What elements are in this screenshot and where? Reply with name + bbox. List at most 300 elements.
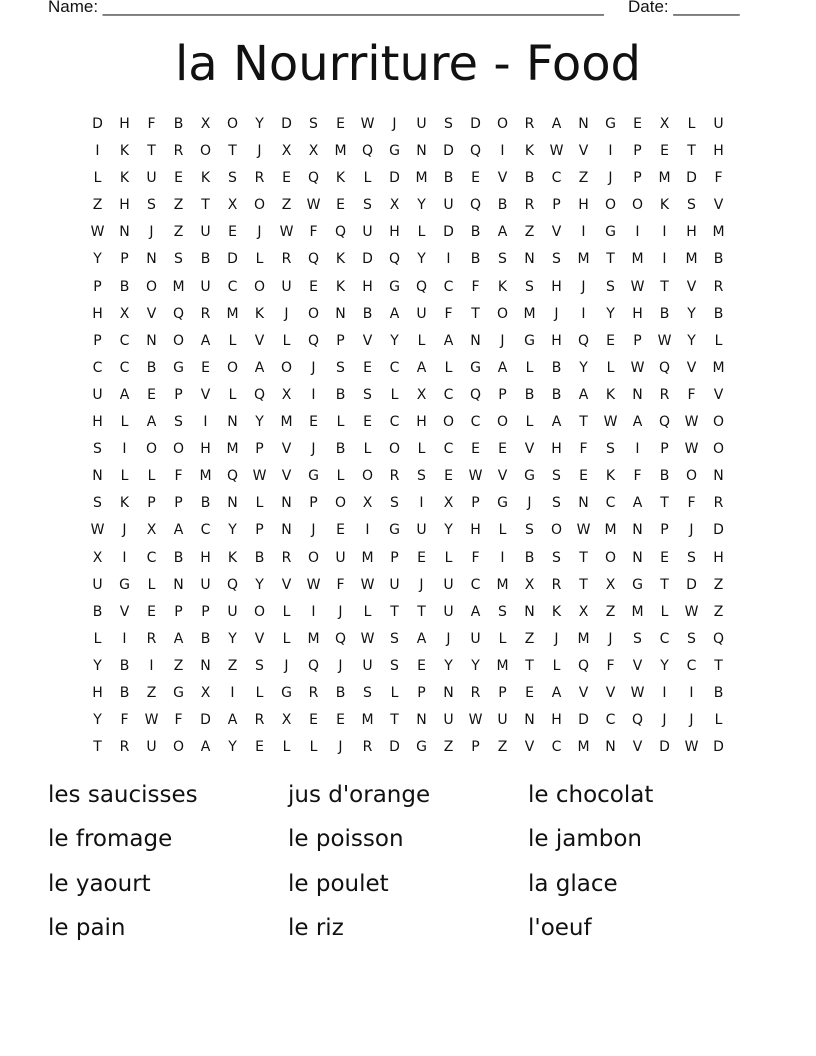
grid-letter[interactable]: H (551, 712, 562, 729)
grid-letter[interactable]: L (255, 251, 264, 268)
grid-letter[interactable]: E (228, 224, 237, 241)
grid-letter[interactable]: O (172, 441, 185, 458)
grid-letter[interactable]: N (227, 495, 238, 512)
grid-letter[interactable]: C (470, 414, 481, 431)
grid-letter[interactable]: E (147, 386, 156, 403)
grid-letter[interactable]: Q (334, 630, 347, 647)
grid-letter[interactable]: W (630, 359, 645, 376)
grid-letter[interactable]: K (605, 386, 616, 403)
grid-letter[interactable]: I (365, 522, 370, 539)
grid-letter[interactable]: E (660, 143, 669, 160)
grid-letter[interactable]: U (146, 739, 157, 756)
grid-letter[interactable]: D (659, 739, 670, 756)
grid-letter[interactable]: L (525, 359, 534, 376)
grid-letter[interactable]: M (415, 170, 428, 187)
grid-letter[interactable]: X (281, 386, 292, 403)
grid-letter[interactable]: S (390, 495, 399, 512)
grid-letter[interactable]: W (684, 441, 699, 458)
grid-letter[interactable]: M (334, 143, 347, 160)
grid-letter[interactable]: M (226, 305, 239, 322)
grid-letter[interactable]: B (524, 170, 535, 187)
grid-letter[interactable]: W (360, 630, 375, 647)
grid-letter[interactable]: V (497, 468, 508, 485)
grid-letter[interactable]: X (524, 576, 535, 593)
grid-letter[interactable]: L (147, 468, 156, 485)
grid-letter[interactable]: O (442, 414, 455, 431)
grid-letter[interactable]: U (146, 170, 157, 187)
grid-letter[interactable]: E (309, 712, 318, 729)
grid-letter[interactable]: D (389, 739, 400, 756)
grid-letter[interactable]: G (605, 116, 616, 132)
grid-letter[interactable]: B (470, 251, 481, 268)
grid-letter[interactable]: V (578, 143, 589, 160)
grid-letter[interactable]: Y (417, 251, 426, 268)
grid-letter[interactable]: F (633, 468, 642, 485)
grid-letter[interactable]: L (255, 495, 264, 512)
grid-letter[interactable]: L (714, 712, 723, 729)
grid-letter[interactable]: N (578, 116, 589, 132)
grid-letter[interactable]: Y (390, 332, 399, 349)
grid-letter[interactable]: J (311, 522, 316, 539)
grid-letter[interactable]: U (200, 278, 211, 295)
grid-letter[interactable]: J (392, 116, 397, 132)
grid-letter[interactable]: X (578, 603, 589, 620)
grid-letter[interactable]: K (200, 170, 211, 187)
grid-letter[interactable]: A (146, 414, 157, 431)
grid-letter[interactable]: I (635, 441, 640, 458)
grid-letter[interactable]: B (335, 684, 346, 701)
grid-letter[interactable]: T (660, 576, 669, 593)
grid-letter[interactable]: J (311, 359, 316, 376)
grid-letter[interactable]: S (687, 630, 696, 647)
grid-letter[interactable]: R (713, 278, 724, 295)
grid-letter[interactable]: L (417, 441, 426, 458)
grid-letter[interactable]: M (577, 630, 590, 647)
grid-letter[interactable]: T (606, 251, 615, 268)
grid-letter[interactable]: E (417, 549, 426, 566)
grid-letter[interactable]: Y (228, 522, 237, 539)
grid-letter[interactable]: B (200, 495, 211, 512)
grid-letter[interactable]: X (119, 305, 130, 322)
grid-letter[interactable]: B (659, 468, 670, 485)
grid-letter[interactable]: X (227, 197, 238, 214)
grid-letter[interactable]: W (630, 278, 645, 295)
grid-letter[interactable]: A (578, 386, 589, 403)
grid-letter[interactable]: U (497, 712, 508, 729)
grid-letter[interactable]: M (523, 305, 536, 322)
grid-letter[interactable]: O (631, 197, 644, 214)
grid-letter[interactable]: G (389, 522, 400, 539)
grid-letter[interactable]: O (253, 197, 266, 214)
grid-letter[interactable]: Q (226, 468, 239, 485)
grid-letter[interactable]: U (443, 576, 454, 593)
grid-letter[interactable]: U (92, 576, 103, 593)
grid-letter[interactable]: C (605, 495, 616, 512)
grid-letter[interactable]: B (659, 305, 670, 322)
grid-letter[interactable]: C (686, 657, 697, 674)
grid-letter[interactable]: F (687, 386, 696, 403)
grid-letter[interactable]: G (308, 468, 319, 485)
grid-letter[interactable]: J (527, 495, 532, 512)
grid-letter[interactable]: H (119, 116, 130, 132)
grid-letter[interactable]: N (119, 224, 130, 241)
grid-letter[interactable]: R (524, 116, 535, 132)
grid-letter[interactable]: C (146, 549, 157, 566)
grid-letter[interactable]: O (226, 359, 239, 376)
grid-letter[interactable]: I (689, 684, 694, 701)
grid-letter[interactable]: Q (658, 414, 671, 431)
grid-letter[interactable]: X (146, 522, 157, 539)
grid-letter[interactable]: A (551, 414, 562, 431)
grid-letter[interactable]: I (662, 684, 667, 701)
grid-letter[interactable]: P (336, 332, 345, 349)
grid-letter[interactable]: Y (579, 359, 588, 376)
grid-letter[interactable]: J (149, 224, 154, 241)
grid-letter[interactable]: C (551, 170, 562, 187)
grid-letter[interactable]: R (713, 495, 724, 512)
grid-letter[interactable]: T (390, 712, 399, 729)
grid-letter[interactable]: U (335, 549, 346, 566)
grid-letter[interactable]: M (226, 441, 239, 458)
grid-letter[interactable]: D (713, 522, 724, 539)
grid-letter[interactable]: D (227, 251, 238, 268)
grid-letter[interactable]: X (389, 197, 400, 214)
grid-letter[interactable]: Y (228, 739, 237, 756)
grid-letter[interactable]: G (173, 684, 184, 701)
grid-letter[interactable]: C (119, 332, 130, 349)
grid-letter[interactable]: Z (281, 197, 292, 214)
grid-letter[interactable]: O (712, 414, 725, 431)
grid-letter[interactable]: O (550, 522, 563, 539)
grid-letter[interactable]: M (361, 549, 374, 566)
grid-letter[interactable]: F (714, 170, 723, 187)
grid-letter[interactable]: Y (255, 576, 264, 593)
grid-letter[interactable]: J (284, 657, 289, 674)
grid-letter[interactable]: Z (497, 739, 508, 756)
grid-letter[interactable]: L (390, 684, 399, 701)
grid-letter[interactable]: X (200, 116, 211, 132)
grid-letter[interactable]: I (230, 684, 235, 701)
grid-letter[interactable]: W (90, 522, 105, 539)
grid-letter[interactable]: U (362, 224, 373, 241)
grid-letter[interactable]: U (416, 522, 427, 539)
grid-letter[interactable]: R (551, 576, 562, 593)
grid-letter[interactable]: B (119, 684, 130, 701)
grid-letter[interactable]: S (363, 684, 372, 701)
grid-letter[interactable]: W (684, 414, 699, 431)
grid-letter[interactable]: W (360, 116, 375, 132)
grid-letter[interactable]: T (660, 495, 669, 512)
grid-letter[interactable]: Q (388, 251, 401, 268)
grid-letter[interactable]: M (658, 170, 671, 187)
grid-letter[interactable]: O (280, 359, 293, 376)
grid-letter[interactable]: T (93, 739, 102, 756)
grid-letter[interactable]: M (307, 630, 320, 647)
grid-letter[interactable]: O (496, 305, 509, 322)
grid-letter[interactable]: A (173, 630, 184, 647)
grid-letter[interactable]: T (147, 143, 156, 160)
grid-letter[interactable]: N (146, 251, 157, 268)
grid-letter[interactable]: N (443, 684, 454, 701)
grid-letter[interactable]: E (363, 414, 372, 431)
grid-letter[interactable]: Z (227, 657, 238, 674)
grid-letter[interactable]: J (419, 576, 424, 593)
grid-letter[interactable]: X (281, 143, 292, 160)
grid-letter[interactable]: Y (255, 414, 264, 431)
grid-letter[interactable]: A (497, 359, 508, 376)
grid-letter[interactable]: P (147, 495, 156, 512)
grid-letter[interactable]: T (228, 143, 237, 160)
grid-letter[interactable]: P (174, 603, 183, 620)
grid-letter[interactable]: L (282, 630, 291, 647)
grid-letter[interactable]: I (662, 251, 667, 268)
grid-letter[interactable]: W (90, 224, 105, 241)
grid-letter[interactable]: L (444, 549, 453, 566)
grid-letter[interactable]: L (498, 522, 507, 539)
grid-letter[interactable]: A (389, 305, 400, 322)
grid-letter[interactable]: V (200, 386, 211, 403)
grid-letter[interactable]: I (149, 657, 154, 674)
grid-letter[interactable]: C (551, 739, 562, 756)
grid-letter[interactable]: T (579, 414, 588, 431)
grid-letter[interactable]: N (713, 468, 724, 485)
grid-letter[interactable]: T (417, 603, 426, 620)
grid-letter[interactable]: R (308, 684, 319, 701)
grid-letter[interactable]: P (633, 143, 642, 160)
grid-letter[interactable]: C (389, 359, 400, 376)
grid-letter[interactable]: I (203, 414, 208, 431)
grid-letter[interactable]: D (443, 224, 454, 241)
grid-letter[interactable]: N (632, 386, 643, 403)
grid-letter[interactable]: O (307, 305, 320, 322)
grid-letter[interactable]: Z (578, 170, 589, 187)
grid-letter[interactable]: S (606, 278, 615, 295)
grid-letter[interactable]: S (147, 197, 156, 214)
grid-letter[interactable]: B (713, 684, 724, 701)
grid-letter[interactable]: H (713, 143, 724, 160)
grid-letter[interactable]: U (227, 603, 238, 620)
grid-letter[interactable]: V (254, 630, 265, 647)
grid-letter[interactable]: B (335, 441, 346, 458)
grid-letter[interactable]: F (606, 657, 615, 674)
grid-letter[interactable]: T (714, 657, 723, 674)
grid-letter[interactable]: E (525, 684, 534, 701)
grid-letter[interactable]: U (92, 386, 103, 403)
grid-letter[interactable]: A (200, 332, 211, 349)
grid-letter[interactable]: E (336, 116, 345, 132)
grid-letter[interactable]: P (93, 278, 102, 295)
grid-letter[interactable]: L (309, 739, 318, 756)
grid-letter[interactable]: C (443, 278, 454, 295)
grid-letter[interactable]: R (470, 684, 481, 701)
grid-letter[interactable]: M (496, 576, 509, 593)
grid-letter[interactable]: M (604, 522, 617, 539)
grid-letter[interactable]: G (524, 332, 535, 349)
grid-letter[interactable]: J (284, 305, 289, 322)
grid-letter[interactable]: V (713, 386, 724, 403)
grid-letter[interactable]: U (389, 576, 400, 593)
grid-letter[interactable]: P (498, 684, 507, 701)
grid-letter[interactable]: G (632, 576, 643, 593)
grid-letter[interactable]: Q (469, 197, 482, 214)
grid-letter[interactable]: Q (415, 278, 428, 295)
grid-letter[interactable]: G (470, 359, 481, 376)
grid-letter[interactable]: D (470, 116, 481, 132)
grid-letter[interactable]: E (201, 359, 210, 376)
grid-letter[interactable]: L (687, 116, 696, 132)
grid-letter[interactable]: F (174, 712, 183, 729)
grid-letter[interactable]: R (362, 739, 373, 756)
grid-letter[interactable]: Y (444, 522, 453, 539)
grid-letter[interactable]: S (363, 386, 372, 403)
grid-letter[interactable]: B (173, 549, 184, 566)
grid-letter[interactable]: F (120, 712, 129, 729)
grid-letter[interactable]: L (282, 603, 291, 620)
grid-letter[interactable]: O (226, 116, 239, 132)
grid-letter[interactable]: I (122, 441, 127, 458)
grid-letter[interactable]: X (92, 549, 103, 566)
grid-letter[interactable]: O (172, 332, 185, 349)
grid-letter[interactable]: B (335, 386, 346, 403)
grid-letter[interactable]: E (498, 441, 507, 458)
grid-letter[interactable]: D (686, 576, 697, 593)
grid-letter[interactable]: S (93, 495, 102, 512)
grid-letter[interactable]: A (497, 224, 508, 241)
grid-letter[interactable]: S (687, 549, 696, 566)
grid-letter[interactable]: Q (307, 251, 320, 268)
grid-letter[interactable]: W (576, 522, 591, 539)
grid-letter[interactable]: N (632, 549, 643, 566)
grid-letter[interactable]: G (281, 684, 292, 701)
grid-letter[interactable]: F (471, 278, 480, 295)
grid-letter[interactable]: T (201, 197, 210, 214)
grid-letter[interactable]: I (635, 224, 640, 241)
grid-letter[interactable]: B (173, 116, 184, 132)
grid-letter[interactable]: G (416, 739, 427, 756)
grid-letter[interactable]: K (119, 495, 130, 512)
grid-letter[interactable]: J (338, 657, 343, 674)
grid-letter[interactable]: K (227, 549, 238, 566)
grid-letter[interactable]: L (714, 332, 723, 349)
grid-letter[interactable]: B (551, 386, 562, 403)
grid-letter[interactable]: E (363, 359, 372, 376)
grid-letter[interactable]: K (524, 143, 535, 160)
grid-letter[interactable]: S (552, 549, 561, 566)
grid-letter[interactable]: N (416, 143, 427, 160)
grid-letter[interactable]: M (172, 278, 185, 295)
grid-letter[interactable]: L (282, 332, 291, 349)
grid-letter[interactable]: Q (253, 386, 266, 403)
grid-letter[interactable]: C (389, 414, 400, 431)
grid-letter[interactable]: N (173, 576, 184, 593)
grid-letter[interactable]: S (390, 630, 399, 647)
grid-letter[interactable]: B (92, 603, 103, 620)
grid-letter[interactable]: A (200, 739, 211, 756)
grid-letter[interactable]: L (336, 414, 345, 431)
grid-letter[interactable]: H (200, 549, 211, 566)
grid-letter[interactable]: P (633, 332, 642, 349)
grid-letter[interactable]: R (389, 468, 400, 485)
grid-letter[interactable]: X (200, 684, 211, 701)
grid-letter[interactable]: W (684, 603, 699, 620)
grid-letter[interactable]: N (524, 712, 535, 729)
grid-letter[interactable]: F (471, 549, 480, 566)
grid-letter[interactable]: A (551, 116, 562, 132)
grid-letter[interactable]: I (581, 305, 586, 322)
grid-letter[interactable]: L (363, 603, 372, 620)
grid-letter[interactable]: N (470, 332, 481, 349)
grid-letter[interactable]: I (122, 630, 127, 647)
grid-letter[interactable]: A (632, 414, 643, 431)
grid-letter[interactable]: B (551, 359, 562, 376)
grid-letter[interactable]: I (311, 386, 316, 403)
grid-letter[interactable]: U (713, 116, 724, 132)
grid-letter[interactable]: C (200, 522, 211, 539)
grid-letter[interactable]: R (281, 251, 292, 268)
grid-letter[interactable]: S (417, 468, 426, 485)
grid-letter[interactable]: E (309, 278, 318, 295)
grid-letter[interactable]: P (174, 386, 183, 403)
grid-letter[interactable]: M (199, 468, 212, 485)
grid-letter[interactable]: C (605, 712, 616, 729)
grid-letter[interactable]: P (201, 603, 210, 620)
grid-letter[interactable]: O (496, 116, 509, 132)
grid-letter[interactable]: E (147, 603, 156, 620)
grid-letter[interactable]: V (281, 576, 292, 593)
grid-letter[interactable]: H (686, 224, 697, 241)
grid-letter[interactable]: E (336, 522, 345, 539)
grid-letter[interactable]: Q (307, 657, 320, 674)
grid-letter[interactable]: S (444, 116, 453, 132)
grid-letter[interactable]: P (498, 386, 507, 403)
grid-letter[interactable]: S (606, 441, 615, 458)
grid-letter[interactable]: V (524, 441, 535, 458)
grid-letter[interactable]: L (255, 684, 264, 701)
grid-letter[interactable]: O (145, 441, 158, 458)
grid-letter[interactable]: S (363, 197, 372, 214)
grid-letter[interactable]: F (579, 441, 588, 458)
grid-letter[interactable]: P (660, 441, 669, 458)
grid-letter[interactable]: S (309, 116, 318, 132)
grid-letter[interactable]: X (443, 495, 454, 512)
grid-letter[interactable]: A (227, 712, 238, 729)
grid-letter[interactable]: R (119, 739, 130, 756)
grid-letter[interactable]: A (632, 495, 643, 512)
grid-letter[interactable]: Z (524, 224, 535, 241)
grid-letter[interactable]: J (122, 522, 127, 539)
grid-letter[interactable]: Q (307, 332, 320, 349)
grid-letter[interactable]: D (200, 712, 211, 729)
grid-letter[interactable]: P (309, 495, 318, 512)
grid-letter[interactable]: E (336, 712, 345, 729)
grid-letter[interactable]: A (173, 522, 184, 539)
grid-letter[interactable]: L (417, 224, 426, 241)
grid-letter[interactable]: A (119, 386, 130, 403)
grid-letter[interactable]: E (417, 657, 426, 674)
grid-letter[interactable]: N (200, 657, 211, 674)
grid-letter[interactable]: L (606, 359, 615, 376)
grid-letter[interactable]: O (253, 278, 266, 295)
grid-letter[interactable]: Z (146, 684, 157, 701)
grid-letter[interactable]: L (660, 603, 669, 620)
grid-letter[interactable]: M (685, 251, 698, 268)
grid-letter[interactable]: S (255, 657, 264, 674)
grid-letter[interactable]: V (497, 170, 508, 187)
grid-letter[interactable]: B (470, 224, 481, 241)
grid-letter[interactable]: M (496, 657, 509, 674)
grid-letter[interactable]: D (389, 170, 400, 187)
grid-letter[interactable]: O (496, 414, 509, 431)
